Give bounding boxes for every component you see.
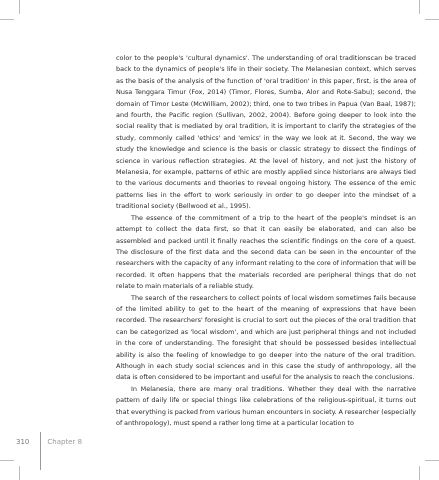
crop-mark xyxy=(419,0,420,14)
crop-mark xyxy=(425,460,439,461)
chapter-label: Chapter 8 xyxy=(47,438,83,446)
crop-mark xyxy=(0,19,14,20)
crop-mark xyxy=(425,19,439,20)
page-number: 310 xyxy=(16,438,30,446)
footer-divider xyxy=(40,432,41,470)
body-text xyxy=(116,53,416,429)
crop-mark xyxy=(419,466,420,480)
crop-mark xyxy=(0,460,14,461)
paragraph: The essence of the commitment of a trip to the heart of the people's mindset is an attempt to collect the data first, so that it can easily be elaborated, and can also be assembled and packed until it finally reaches the scientific findings on the core of a quest. The disclosure of the first data and the second data can be seen in the encounter of the researchers with the capacity of any informant relating to the core of information that will be recorded. It often happens that the materials recorded are peripheral things that do not relate to main materials of a reliable study. xyxy=(116,213,416,291)
crop-mark xyxy=(19,0,20,14)
crop-mark xyxy=(19,466,20,480)
paragraph: In Melanesia, there are many oral traditions. Whether they deal with the narrative pattern of daily life or special things like celebrations of the religious-spiritual, it turns out that everything is packed from various human encounters in society. A researcher (especially of anthropology), must spend a rather long time at a particular location to xyxy=(116,384,416,427)
paragraph: color to the people's 'cultural dynamics'. The understanding of oral traditionscan be traced back to the dynamics of people's life in their society. The Melanesian context, which serves as the basis of the analysis of the function of 'oral tradition' in this paper, first, is the area of Nusa Tenggara Timur (Fox, 2014) (Timor, Flores, Sumba, Alor and Rote-Sabu); second, the domain of Timor Leste (McWilliam, 2002); third, one to two tribes in Papua (Van Baal, 1987); and fourth, the Pacific region (Sullivan, 2002, 2004). Before going deeper to look into the social reality that is mediated by oral tradition, it is important to clarify the strategies of the study, commonly called 'ethics' and 'emics' in the way we look at it. Second, the way we study the knowledge and science is the basis or classic strategy to dissect the findings of science in various reflection strategies. At the level of history, and not just the history of Melanesia, for example, patterns of ethic are mostly applied since historians are always tied to the various documents and theories to reveal ongoing history. The essence of the emic patterns lies in the effort to work seriously in order to go deeper into the mindset of a traditional society (Bellwood et al., 1995). xyxy=(116,54,416,211)
page-footer xyxy=(16,438,82,446)
paragraph: The search of the researchers to collect points of local wisdom sometimes fails because of the limited ability to get to the heart of the meaning of expressions that have been recorded. The researchers' foresight is crucial to sort out the pieces of the oral tradition that can be categorized as 'local wisdom', and which are just peripheral things and not included in the core of understanding. The foresight that should be possessed besides intellectual ability is also the feeling of knowledge to go deeper into the nature of the oral tradition. Although in each study social sciences and in this case the study of anthropology, all the data is often considered to be important and useful for the analysis to reach the conclusions. xyxy=(116,293,416,382)
